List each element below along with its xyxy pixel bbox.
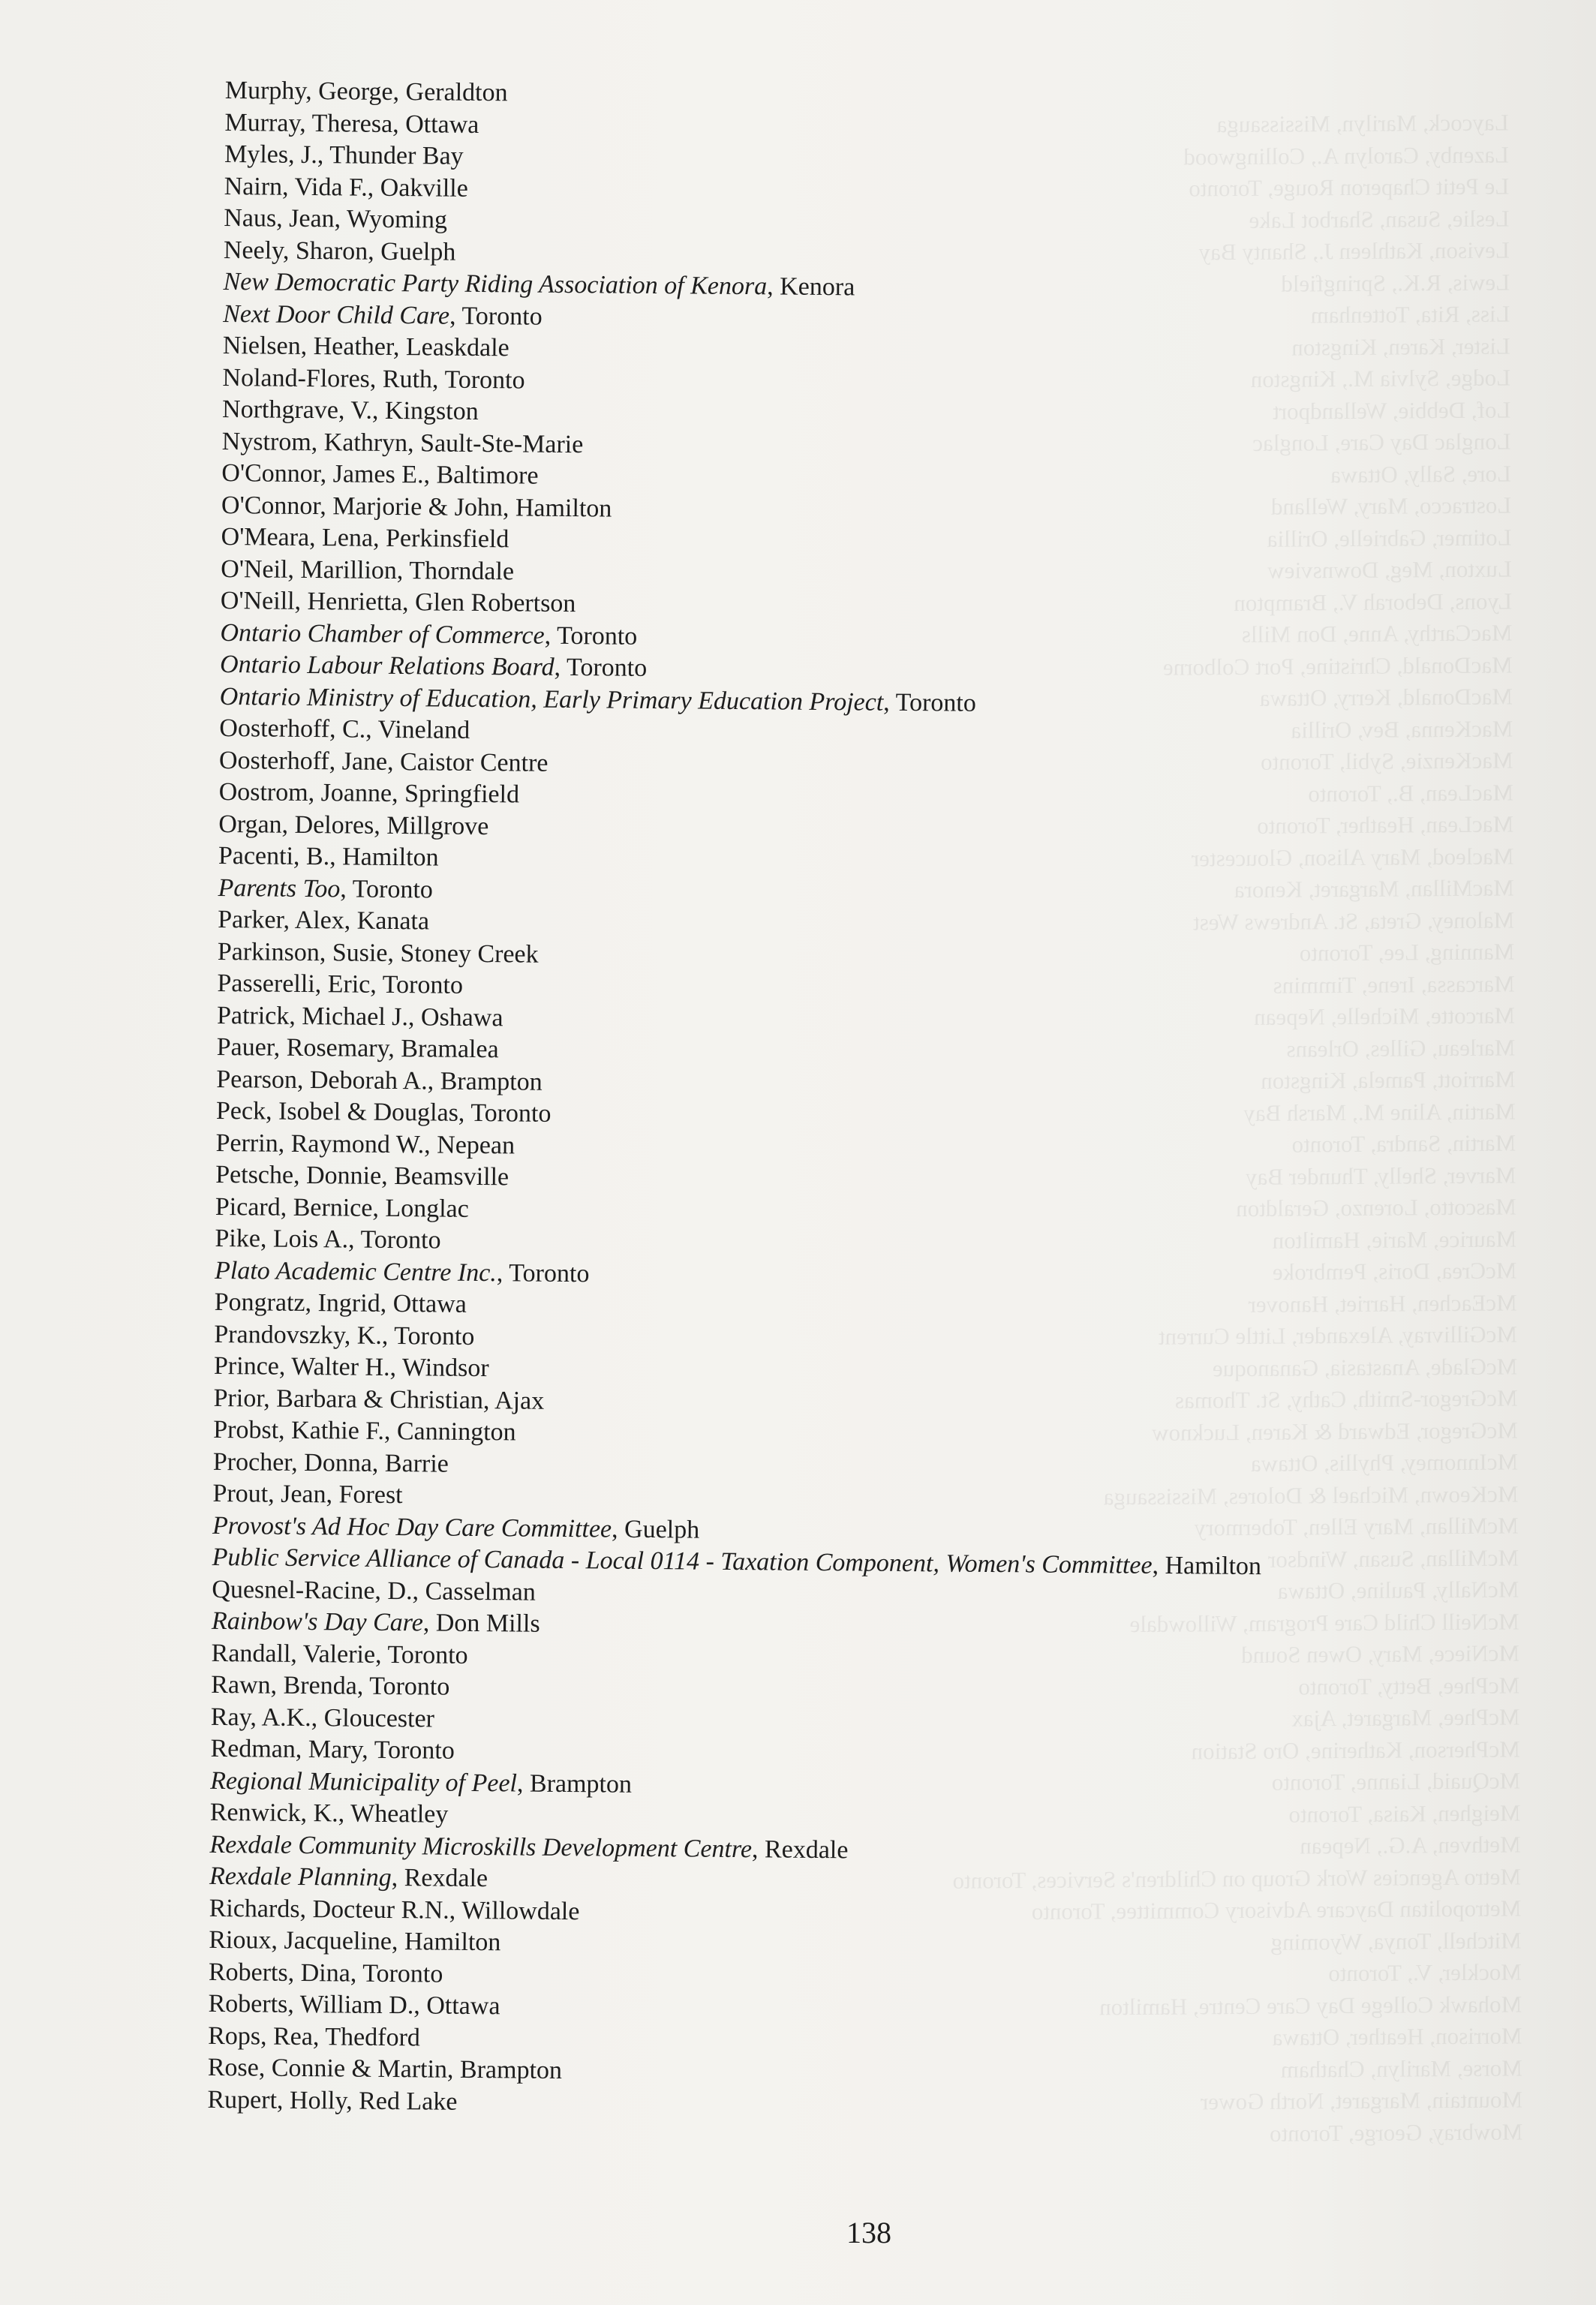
entry-separator: , [516, 1769, 530, 1798]
entry-name: Murphy, George [224, 76, 393, 106]
entry-place: Geraldton [405, 78, 508, 107]
entry-place: Thedford [325, 2022, 421, 2051]
entry-name: Rose, Connie & Martin [207, 2053, 448, 2084]
entry-separator: , [312, 2022, 326, 2051]
entry-place: Brampton [529, 1769, 633, 1799]
entry-name: O'Neil, Marillion [221, 554, 398, 585]
entry-separator: , [883, 688, 896, 717]
show-through-line: MacKenna, Bev, Orillia [1291, 715, 1513, 744]
entry-name: Patrick, Michael J. [216, 1001, 409, 1031]
entry-separator: , [611, 1515, 625, 1543]
show-through-line: Morse, Marilyn, Chatham [1280, 2054, 1522, 2083]
entry-separator: , [388, 1034, 401, 1063]
entry-place: Vineland [377, 715, 470, 744]
entry-name: Renwick, K. [209, 1798, 338, 1828]
entry-separator: , [446, 2055, 461, 2084]
entry-place: Glen Robertson [414, 588, 576, 618]
entry-place: Wyoming [346, 205, 448, 234]
entry-place: Ottawa [405, 110, 479, 139]
show-through-line: Marriott, Pamela, Kingston [1261, 1065, 1516, 1094]
show-through-line: MacLean, B., Toronto [1308, 778, 1513, 807]
entry-place: Hamilton [515, 493, 612, 523]
show-through-line: Mohawk College Day Care Centre, Hamilton [1099, 1990, 1522, 2020]
contributor-list [207, 75, 1546, 2127]
entry-separator: , [496, 1258, 509, 1287]
entry-place: Bramalea [401, 1035, 499, 1064]
entry-place: Willowdale [461, 1896, 580, 1925]
entry-place: Wheatley [350, 1799, 449, 1829]
entry-separator: , [346, 2087, 359, 2115]
show-through-line: Marcassa, Irene, Timmins [1273, 969, 1515, 999]
entry-name: Rainbow's Day Care [211, 1606, 423, 1637]
entry-name: New Democratic Party Riding Association of Kenora [223, 267, 768, 301]
entry-place: Perkinsfield [385, 524, 509, 554]
entry-name: Perrin, Raymond W. [215, 1128, 425, 1159]
show-through-line: Mowbray, George, Toronto [1269, 2117, 1523, 2147]
entry-name: Rawn, Brenda [211, 1670, 357, 1700]
entry-separator: , [344, 906, 357, 935]
entry-separator: , [356, 1672, 370, 1700]
entry-separator: , [502, 493, 516, 521]
entry-separator: , [544, 621, 558, 650]
entry-place: Cannington [396, 1417, 516, 1447]
show-through-line: Marleau, Gilles, Orleans [1286, 1033, 1516, 1062]
show-through-line: Le Petit Chaperon Rouge, Toronto [1189, 173, 1510, 202]
show-through-line: Luxton, Meg, Downsview [1267, 555, 1512, 584]
entry-separator: , [412, 1576, 425, 1605]
entry-separator: , [392, 110, 406, 138]
show-through-line: Meighen, Kaisa, Toronto [1288, 1799, 1521, 1828]
show-through-line: McGregor-Smith, Cathy, St. Thomas [1174, 1384, 1518, 1414]
show-through-line: McPherson, Katherine, Oro Station [1191, 1735, 1520, 1765]
entry-place: Baltimore [436, 461, 539, 490]
entry-name: Nielsen, Heather [222, 331, 394, 361]
entry-place: Guelph [624, 1515, 700, 1544]
entry-separator: , [347, 1225, 361, 1254]
entry-name: Roberts, Dina [208, 1958, 350, 1988]
show-through-line: Lotimer, Gabrielle, Orillia [1267, 524, 1512, 552]
entry-name: Provost's Ad Hoc Day Care Committee [212, 1511, 612, 1543]
entry-name: Ontario Labour Relations Board [219, 650, 555, 681]
entry-place: Toronto [444, 365, 525, 395]
entry-place: Longlac [385, 1194, 469, 1223]
entry-name: Next Door Child Care [223, 299, 450, 330]
entry-place: Hamilton [342, 843, 439, 872]
entry-separator: , [392, 332, 407, 362]
show-through-line: McNeill Child Care Program, Willowdale [1129, 1607, 1519, 1637]
entry-name: Passerelli, Eric [217, 969, 371, 999]
entry-place: Toronto [895, 688, 976, 717]
entry-name: Plato Academic Centre Inc. [214, 1256, 497, 1287]
show-through-line: Macleod, Mary Alison, Gloucester [1191, 842, 1514, 871]
entry-separator: , [311, 1703, 324, 1732]
entry-name: Prior, Barbara & Christian [213, 1384, 484, 1414]
entry-place: Toronto [360, 1225, 441, 1255]
entry-name: Rexdale Planning [209, 1862, 392, 1892]
entry-separator: , [317, 141, 330, 170]
entry-separator: , [374, 811, 387, 840]
entry-name: Rexdale Community Microskills Development Centre [209, 1830, 753, 1863]
show-through-line: McKeown, Michael & Dolores, Mississauga [1103, 1480, 1519, 1510]
entry-place: Oshawa [420, 1002, 503, 1032]
entry-place: Thorndale [409, 556, 515, 585]
entry-separator: , [431, 365, 445, 394]
show-through-line: Levison, Kathleen J., Shanty Bay [1198, 236, 1510, 266]
entry-separator: , [458, 1098, 471, 1127]
entry-name: Pacenti, B. [218, 841, 330, 871]
entry-name: Peck, Isobel & Douglas [215, 1096, 459, 1127]
entry-separator: , [391, 1864, 404, 1892]
entry-separator: , [401, 588, 416, 617]
entry-separator: , [340, 874, 353, 903]
show-through-line: Longlac Day Care, Longlac [1252, 428, 1511, 456]
entry-name: Nystrom, Kathryn [221, 427, 408, 457]
entry-separator: , [372, 1194, 386, 1222]
entry-separator: , [391, 779, 405, 808]
entry-place: Sault-Ste-Marie [419, 428, 584, 458]
entry-place: Don Mills [435, 1609, 540, 1638]
entry-name: Naus, Jean [224, 203, 335, 233]
entry-place: Ottawa [392, 1290, 467, 1318]
show-through-line: Lister, Karen, Kingston [1291, 332, 1510, 361]
entry-name: Myles, J. [224, 140, 317, 170]
show-through-line: McQuaid, Lianne, Toronto [1271, 1767, 1521, 1796]
entry-separator: , [427, 1066, 440, 1095]
show-through-line: McGregor, Edward & Karen, Lucknow [1151, 1416, 1518, 1446]
show-through-line: Lore, Sally, Ottawa [1330, 460, 1512, 488]
show-through-line: McGlade, Anastasia, Gananoque [1212, 1352, 1518, 1381]
show-through-line: MacDonald, Christine, Port Colborne [1162, 651, 1513, 681]
entry-separator: , [767, 272, 780, 301]
entry-place: Hamilton [1165, 1552, 1262, 1581]
entry-name: Oosterhoff, C. [219, 714, 366, 744]
entry-separator: , [449, 302, 462, 330]
show-through-line: Maloney, Greta, St. Andrews West [1192, 906, 1515, 935]
entry-separator: , [751, 1835, 765, 1863]
show-through-line: McNally, Pauline, Ottawa [1277, 1576, 1519, 1604]
entry-name: Ontario Chamber of Commerce [220, 618, 545, 650]
entry-place: Toronto [382, 970, 464, 999]
entry-place: Ajax [494, 1386, 545, 1415]
entry-separator: , [383, 1417, 398, 1446]
entry-name: Pearson, Deborah A. [216, 1065, 428, 1095]
entry-name: Parkinson, Susie [217, 937, 388, 967]
entry-name: Redman, Mary [210, 1734, 362, 1764]
entry-name: Richards, Docteur R.N. [209, 1894, 449, 1925]
entry-name: Oostrom, Joanne [218, 777, 392, 807]
entry-separator: , [391, 1928, 405, 1956]
entry-name: Public Service Alliance of Canada - Local 0114 - Taxation Component, Women's Committee [212, 1543, 1153, 1579]
entry-place: Rexdale [404, 1864, 488, 1893]
show-through-line: Metropolitan Daycare Advisory Committee, Toronto [1031, 1895, 1522, 1925]
entry-place: Toronto [387, 1640, 468, 1669]
entry-separator: , [554, 653, 567, 682]
entry-place: Brampton [459, 2055, 563, 2085]
entry-name: Rupert, Holly [207, 2085, 347, 2115]
entry-place: Toronto [352, 875, 434, 903]
show-through-line: Lodge, Sylvia M., Kingston [1250, 364, 1511, 392]
entry-place: Kanata [356, 906, 430, 936]
show-through-line: Maurice, Marie, Hamilton [1272, 1225, 1517, 1254]
entry-place: Casselman [425, 1576, 537, 1606]
entry-separator: , [362, 1736, 374, 1764]
entry-name: Parker, Alex [218, 905, 344, 935]
entry-separator: , [407, 428, 421, 457]
entry-place: Toronto [394, 1321, 475, 1351]
entry-separator: , [392, 77, 406, 107]
entry-place: Toronto [470, 1098, 552, 1128]
show-through-line: Martin, Aline M., Marsh Bay [1243, 1097, 1516, 1126]
show-through-line: Liss, Rita, Tottenham [1310, 300, 1510, 329]
entry-name: O'Neill, Henrietta [220, 586, 403, 617]
show-through-line: McPhee, Margaret, Ajax [1291, 1703, 1520, 1732]
entry-name: Regional Municipality of Peel [210, 1766, 518, 1797]
show-through-line: Lewis, R.K., Springfield [1281, 269, 1510, 297]
entry-place: Toronto [556, 621, 638, 651]
entry-place: Springfield [404, 780, 520, 809]
show-through-line: Marcotte, Michelle, Nepean [1254, 1002, 1516, 1030]
entry-place: Toronto [374, 1736, 455, 1765]
entry-place: Forest [338, 1480, 403, 1510]
show-through-line: Mountain, Margaret, North Gower [1200, 2086, 1523, 2115]
entry-separator: , [367, 173, 380, 202]
entry-separator: , [372, 524, 386, 552]
show-through-line: McPhee, Betty, Toronto [1298, 1671, 1520, 1700]
entry-name: Prince, Walter H. [213, 1351, 390, 1381]
entry-place: Windsor [401, 1354, 489, 1383]
entry-separator: , [350, 1959, 363, 1988]
entry-place: Kingston [384, 396, 479, 425]
entry-name: Parents Too [218, 873, 341, 903]
entry-name: Pike, Lois A. [215, 1224, 349, 1254]
entry-separator: , [370, 970, 383, 999]
entry-name: Pauer, Rosemary [216, 1032, 389, 1062]
page-number: 138 [846, 2216, 891, 2249]
entry-separator: , [334, 205, 347, 233]
show-through-line: MacLean, Heather, Toronto [1257, 810, 1514, 839]
show-through-line: Manning, Lee, Toronto [1299, 938, 1515, 966]
entry-place: Oakville [380, 173, 468, 203]
show-through-line: McNiece, Mary, Owen Sound [1241, 1639, 1520, 1669]
entry-place: Barrie [384, 1449, 449, 1478]
show-through-line: MacMillan, Margaret, Kenora [1234, 874, 1514, 903]
entry-name: Noland-Flores, Ruth [222, 363, 433, 393]
entry-separator: , [449, 1896, 462, 1925]
entry-place: Stoney Creek [400, 939, 539, 969]
entry-place: Millgrove [386, 811, 489, 840]
entry-separator: , [1152, 1551, 1165, 1580]
entry-separator: , [413, 1991, 427, 2020]
entry-place: Kenora [780, 272, 855, 302]
show-through-line: McEachen, Harriet, Hanover [1248, 1288, 1517, 1318]
show-through-line: Mascotto, Lorenzo, Geraldton [1236, 1193, 1516, 1222]
entry-place: Ottawa [426, 1991, 500, 2021]
entry-name: Petsche, Donnie [215, 1160, 382, 1190]
entry-separator: , [386, 747, 401, 776]
entry-name: Oosterhoff, Jane [218, 746, 388, 776]
show-through-line: Leslie, Susan, Sharbot Lake [1249, 205, 1510, 233]
show-through-line: MacCarthy, Anne, Don Mills [1241, 619, 1513, 648]
entry-place: Beamsville [393, 1162, 509, 1192]
entry-place: Red Lake [359, 2087, 458, 2116]
entry-separator: , [338, 1799, 351, 1828]
entry-separator: , [371, 1449, 386, 1477]
entry-separator: , [387, 939, 401, 967]
entry-place: Toronto [461, 302, 543, 331]
entry-name: Procher, Donna [212, 1447, 373, 1477]
show-through-line: Lostracco, Mary, Welland [1270, 491, 1512, 520]
entry-place: Leaskdale [405, 333, 509, 362]
entry-name: Nairn, Vida F. [224, 172, 368, 202]
entry-name: Ontario Ministry of Education, Early Primary Education Project [219, 682, 884, 717]
entry-name: Rioux, Jacqueline [209, 1925, 392, 1956]
entry-place: Toronto [362, 1959, 443, 1988]
entry-place: Nepean [437, 1131, 515, 1159]
entry-place: Toronto [369, 1672, 450, 1701]
entry-separator: , [407, 1002, 422, 1031]
entry-name: Quesnel-Racine, D. [212, 1575, 413, 1605]
show-through-line: McCrea, Doris, Pembroke [1272, 1257, 1517, 1285]
entry-separator: , [424, 1130, 437, 1159]
entry-name: Pongratz, Ingrid [214, 1288, 380, 1318]
entry-separator: , [329, 843, 343, 871]
show-through-line: MacDonald, Kerry, Ottawa [1259, 683, 1513, 711]
entry-place: Toronto [566, 654, 648, 682]
show-through-line: Lazenby, Carolyn A., Collingwood [1183, 141, 1510, 170]
show-through-line: Morrison, Heather, Ottawa [1272, 2022, 1522, 2051]
show-through-line: Lyons, Deborah V., Brampton [1234, 588, 1513, 616]
entry-separator: , [389, 1353, 403, 1382]
entry-separator: , [482, 1386, 495, 1414]
entry-name: Northgrave, V. [221, 395, 373, 425]
entry-place: Gloucester [323, 1703, 435, 1733]
entry-name: Prandovszky, K. [214, 1320, 383, 1350]
entry-place: Toronto [509, 1258, 590, 1288]
entry-place: Thunder Bay [329, 141, 464, 170]
entry-separator: , [371, 396, 386, 425]
show-through-line: McInnomey, Phyllis, Ottawa [1250, 1448, 1519, 1477]
entry-name: Ray, A.K. [210, 1702, 311, 1732]
entry-place: Guelph [380, 237, 456, 266]
entry-place: Caistor Centre [399, 747, 549, 777]
entry-name: Prout, Jean [212, 1479, 326, 1509]
show-through-line: Marver, Shelly, Thunder Bay [1245, 1161, 1516, 1190]
entry-name: Neely, Sharon [223, 236, 368, 266]
show-through-line: Lof, Debbie, Wellandport [1273, 396, 1511, 425]
entry-separator: , [374, 1640, 388, 1669]
entry-place: Hamilton [404, 1928, 501, 1957]
entry-separator: , [396, 556, 410, 585]
show-through-line: McMillan, Susan, Windsor [1267, 1543, 1519, 1573]
entry-separator: , [326, 1480, 339, 1509]
entry-place: Brampton [440, 1067, 543, 1096]
show-through-line: MacKenzie, Sybil, Toronto [1260, 747, 1513, 775]
entry-name: O'Meara, Lena [221, 522, 374, 552]
show-through-line: Laycock, Marilyn, Mississauga [1216, 109, 1509, 138]
entry-place: Rexdale [764, 1835, 849, 1864]
show-through-line: Martin, Sandra, Toronto [1291, 1129, 1516, 1158]
show-through-line: Mitchell, Tonya, Wyoming [1270, 1926, 1522, 1955]
entry-separator: , [422, 1609, 436, 1637]
entry-name: Probst, Kathie F. [213, 1415, 385, 1445]
entry-separator: , [380, 1162, 395, 1191]
entry-name: Murray, Theresa [224, 108, 393, 138]
show-through-line: McMillan, Mary Ellen, Tobermory [1194, 1512, 1519, 1541]
show-through-line: Metro Agencies Work Group on Children's Services, Toronto [952, 1862, 1522, 1894]
entry-name: Picard, Bernice [215, 1192, 373, 1222]
entry-separator: , [380, 1289, 393, 1318]
show-through-line: Mockler, V., Toronto [1328, 1958, 1522, 1987]
entry-name: Randall, Valerie [211, 1639, 376, 1669]
entry-separator: , [368, 237, 381, 266]
entry-name: O'Connor, James E. [221, 458, 424, 489]
entry-name: Rops, Rea [208, 2021, 314, 2051]
entry-separator: , [381, 1321, 395, 1350]
entry-name: Organ, Delores [218, 810, 374, 840]
show-through-line: Methven, A.G., Nepean [1300, 1831, 1521, 1859]
entry-name: Roberts, William D. [208, 1989, 414, 2020]
entry-separator: , [423, 461, 437, 489]
show-through-line: McGillivray, Alexander, Little Current [1158, 1321, 1518, 1350]
entry-name: O'Connor, Marjorie & John [221, 491, 503, 521]
entry-separator: , [365, 715, 378, 744]
